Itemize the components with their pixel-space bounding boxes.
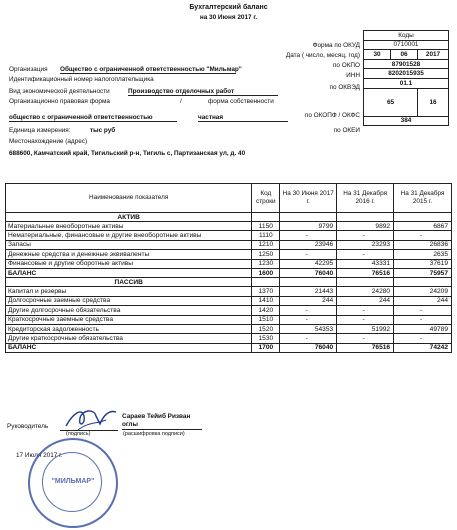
balance-table (5, 183, 452, 353)
legal-form-slash: / (180, 98, 182, 105)
row-code: 1110 (252, 231, 280, 240)
row-value-period-1: - (280, 231, 337, 240)
row-value-period-2: 9892 (337, 222, 394, 231)
row-value-period-3: - (394, 306, 452, 315)
row-value-period-3: 26836 (394, 240, 452, 249)
row-value-period-2: 43331 (337, 259, 394, 268)
date-label: Дата ( число, месяц, год) (285, 52, 360, 59)
row-value-period-3: 244 (394, 296, 452, 305)
row-value-period-1: 23946 (280, 240, 337, 249)
header-name: Наименование показателя (6, 184, 252, 213)
okei-label: по ОКЕИ (333, 127, 360, 134)
table-row (6, 268, 452, 277)
okpo-value: 87901528 (364, 59, 449, 69)
handwritten-signature (60, 404, 120, 432)
row-value-period-1: 21443 (280, 287, 337, 296)
table-row (6, 324, 452, 333)
header-period-2: На 31 Декабря 2016 г. (337, 184, 394, 213)
head-name: Сараев Тейиб Ризван оглы (122, 413, 202, 430)
inn-value: 8202015935 (364, 69, 449, 79)
row-value-period-3: - (394, 315, 452, 324)
okpo-label: по ОКПО (332, 62, 360, 69)
table-row (6, 334, 452, 343)
codes-block (363, 30, 449, 126)
row-value-period-2: 24280 (337, 287, 394, 296)
table-row (6, 287, 452, 296)
row-name: Финансовые и другие оборотные активы (6, 259, 252, 268)
row-value-period-2: 76516 (337, 343, 394, 352)
row-name: БАЛАНС (6, 268, 252, 277)
stamp-text: "МИЛЬМАР" (51, 478, 95, 485)
table-row (6, 250, 452, 259)
document-subtitle: на 30 Июня 2017 г. (199, 14, 258, 21)
row-value-period-1: 9799 (280, 222, 337, 231)
row-code: 1600 (252, 268, 280, 277)
row-value-period-2: - (337, 334, 394, 343)
org-label: Организация (9, 66, 48, 73)
row-name: Краткосрочные заемные средства (6, 315, 252, 324)
row-name: Нематериальные, финансовые и другие внеоборотные активы (6, 231, 252, 240)
address-value: 688600, Камчатский край, Тигильский р-н, Тигиль с, Партизанская ул, д. 40 (9, 150, 246, 157)
row-value-period-3: - (394, 334, 452, 343)
company-stamp (28, 438, 118, 528)
row-name: Другие краткосрочные обязательства (6, 334, 252, 343)
name-caption: (расшифровка подписи) (123, 431, 185, 437)
date-month: 06 (391, 50, 418, 60)
row-code: 1150 (252, 222, 280, 231)
row-value-period-2: - (337, 306, 394, 315)
row-name: Капитал и резервы (6, 287, 252, 296)
row-name: Кредиторская задолженность (6, 324, 252, 333)
row-value-period-3: 74242 (394, 343, 452, 352)
row-value-period-1: - (280, 315, 337, 324)
row-value-period-1: - (280, 306, 337, 315)
row-value-period-2: 244 (337, 296, 394, 305)
head-label: Руководитель (7, 423, 49, 430)
row-code: 1510 (252, 315, 280, 324)
address-label: Местонахождение (адрес) (9, 138, 88, 145)
legal-form-value: общество с ограниченной ответственностью (9, 114, 177, 122)
row-value-period-3: 24209 (394, 287, 452, 296)
row-value-period-2: - (337, 231, 394, 240)
row-name: Материальные внеоборотные активы (6, 222, 252, 231)
ownership-label: форма собственности (208, 98, 274, 105)
row-name: Запасы (6, 240, 252, 249)
legal-form-label: Организационно правовая форма (9, 98, 110, 105)
signature-date: 17 Июля 2017 г. (16, 452, 63, 459)
header-code: Код строки (252, 184, 280, 213)
row-code: 1370 (252, 287, 280, 296)
row-value-period-1: - (280, 334, 337, 343)
inn-label: ИНН (346, 72, 360, 79)
header-period-3: На 31 Декабря 2015 г. (394, 184, 452, 213)
activity-label: Вид экономической деятельности (9, 88, 110, 95)
row-name: Долгосрочные заемные средства (6, 296, 252, 305)
table-row (6, 315, 452, 324)
row-code: 1250 (252, 250, 280, 259)
codes-header: Коды (364, 31, 449, 41)
row-code: 1700 (252, 343, 280, 352)
table-row (6, 259, 452, 268)
table-row (6, 240, 452, 249)
row-name: Другие долгосрочные обязательства (6, 306, 252, 315)
row-value-period-3: 2635 (394, 250, 452, 259)
section-passive: ПАССИВ (6, 278, 252, 287)
row-value-period-3: 37619 (394, 259, 452, 268)
table-row (6, 296, 452, 305)
row-value-period-1: 54353 (280, 324, 337, 333)
okopf-label: по ОКОПФ / ОКФС (304, 112, 360, 119)
unit-label: Единица измерения: (9, 127, 71, 134)
row-code: 1230 (252, 259, 280, 268)
row-name: Денежные средства и денежные эквиваленты (6, 250, 252, 259)
row-name: БАЛАНС (6, 343, 252, 352)
row-value-period-2: - (337, 315, 394, 324)
row-code: 1520 (252, 324, 280, 333)
row-code: 1210 (252, 240, 280, 249)
okved-label: по ОКВЭД (329, 84, 360, 91)
ownership-value: частная (198, 114, 288, 122)
row-value-period-1: 76040 (280, 268, 337, 277)
row-value-period-2: 76516 (337, 268, 394, 277)
row-value-period-2: 23293 (337, 240, 394, 249)
row-code: 1420 (252, 306, 280, 315)
row-value-period-3: 75957 (394, 268, 452, 277)
row-value-period-1: 76040 (280, 343, 337, 352)
row-code: 1530 (252, 334, 280, 343)
table-row (6, 231, 452, 240)
okei-value: 384 (364, 116, 449, 126)
table-row (6, 222, 452, 231)
table-row (6, 343, 452, 352)
tin-label: Идентификационный номер налогоплательщика (9, 76, 154, 83)
row-value-period-3: - (394, 231, 452, 240)
date-year: 2017 (418, 50, 449, 60)
row-value-period-1: - (280, 250, 337, 259)
section-active: АКТИВ (6, 213, 252, 222)
okud-label: Форма по ОКУД (312, 42, 360, 49)
row-value-period-3: 49789 (394, 324, 452, 333)
document-title: Бухгалтерский баланс (189, 4, 268, 11)
row-value-period-1: 244 (280, 296, 337, 305)
okud-value: 0710001 (364, 40, 449, 50)
date-day: 30 (364, 50, 391, 60)
okved-value: 01.1 (364, 78, 449, 88)
sign-caption: (подпись) (66, 431, 91, 437)
org-name: Общество с ограниченной ответственностью "Мильмар" (60, 66, 242, 73)
row-value-period-2: 51992 (337, 324, 394, 333)
table-row (6, 306, 452, 315)
unit-value: тыс руб (90, 127, 116, 134)
okfs-value: 16 (418, 88, 449, 116)
activity-value: Производство отделочных работ (128, 88, 278, 96)
row-code: 1410 (252, 296, 280, 305)
row-value-period-2: - (337, 250, 394, 259)
header-period-1: На 30 Июня 2017 г. (280, 184, 337, 213)
row-value-period-1: 42295 (280, 259, 337, 268)
okopf-value: 65 (364, 88, 418, 116)
row-value-period-3: 6867 (394, 222, 452, 231)
